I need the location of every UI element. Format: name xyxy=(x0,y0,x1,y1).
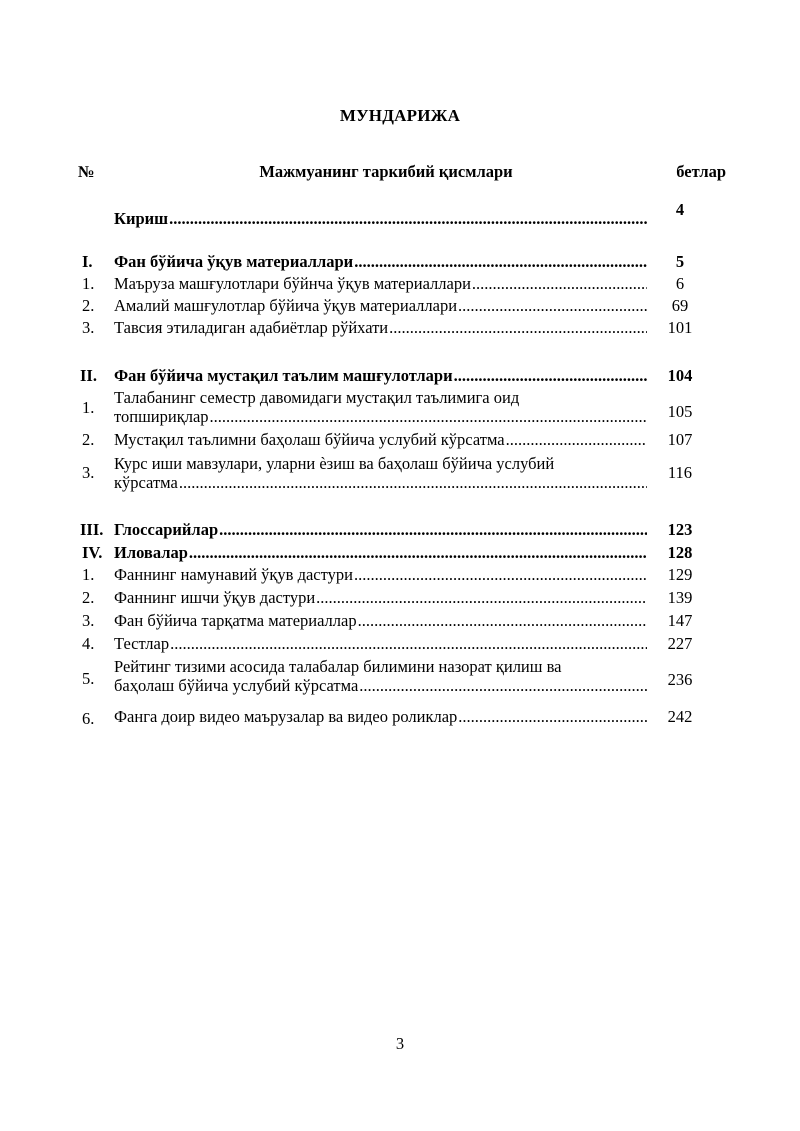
toc-entry-label-text: Тавсия этиладиган адабиётлар рўйхати ..... xyxy=(114,318,647,337)
toc-entry-number: 3. xyxy=(82,318,95,337)
toc-entry-label-line1: Рейтинг тизими асосида талабалар билимини назорат қилиш ва xyxy=(114,657,562,676)
toc-entry-label xyxy=(114,430,647,449)
toc-entry-label-text: Фаннинг намунавий ўқув дастури ..... xyxy=(114,565,647,584)
toc-entry-number: 2. xyxy=(82,296,95,315)
toc-entry-page: 128 xyxy=(667,543,693,562)
toc-entry-label xyxy=(114,611,647,630)
toc-entry-label xyxy=(114,296,647,315)
header-title: Мажмуанинг таркибий қисмлари xyxy=(259,162,513,181)
toc-entry-label-text: баҳолаш бўйича услубий кўрсатма ..... xyxy=(114,676,647,695)
toc-entry-label xyxy=(114,366,647,385)
toc-entry-label xyxy=(114,520,647,539)
toc-entry-label-text: Иловалар ..... xyxy=(114,543,647,562)
toc-entry-number: I. xyxy=(82,252,93,271)
toc-entry-page: 101 xyxy=(667,318,693,337)
toc-entry-number: 1. xyxy=(82,398,95,417)
toc-entry-page: 5 xyxy=(675,252,685,271)
toc-entry-label-text: Фанга доир видео маърузалар ва видео роликлар ..... xyxy=(114,707,647,726)
toc-entry-number: 2. xyxy=(82,430,95,449)
toc-entry-page: 107 xyxy=(667,430,693,449)
toc-entry-label-text: кўрсатма ..... xyxy=(114,473,647,492)
toc-entry-label xyxy=(114,388,647,426)
toc-entry-label xyxy=(114,707,647,726)
toc-entry-label xyxy=(114,318,647,337)
toc-entry-page: 69 xyxy=(671,296,689,315)
toc-entry-number: 1. xyxy=(82,274,95,293)
toc-entry-number: 1. xyxy=(82,565,95,584)
toc-entry-number: III. xyxy=(80,520,104,539)
toc-entry-number: 2. xyxy=(82,588,95,607)
toc-entry-label-text: Мустақил таълимни баҳолаш бўйича услубий кўрсатма ..... xyxy=(114,430,647,449)
toc-entry-page: 227 xyxy=(667,634,693,653)
toc-entry-label-text: Глоссарийлар ..... xyxy=(114,520,647,539)
toc-entry-number: 5. xyxy=(82,669,95,688)
toc-entry-label xyxy=(114,657,647,695)
toc-entry-page: 123 xyxy=(667,520,693,539)
toc-entry-number: 3. xyxy=(82,611,95,630)
toc-entry-label xyxy=(114,634,647,653)
toc-entry-label xyxy=(114,543,647,562)
toc-entry-label-text: Фан бўйича ўқув материаллари ..... xyxy=(114,252,647,271)
toc-entry-label-text: Маъруза машғулотлари бўйнча ўқув материаллари ..... xyxy=(114,274,647,293)
toc-entry-label-text: топшириқлар ..... xyxy=(114,407,647,426)
toc-entry-label-text: Амалий машғулотлар бўйича ўқув материаллари ..... xyxy=(114,296,647,315)
toc-entry-page: 6 xyxy=(675,274,685,293)
header-pages: бетлар xyxy=(676,162,726,181)
toc-entry-label xyxy=(114,209,647,228)
toc-entry-page: 104 xyxy=(667,366,693,385)
toc-entry-page: 139 xyxy=(667,588,693,607)
toc-entry-label xyxy=(114,274,647,293)
toc-entry-number: 6. xyxy=(82,709,95,728)
toc-entry-number: IV. xyxy=(82,543,103,562)
header-number: № xyxy=(78,162,95,181)
toc-entry-label-text: Тестлар ..... xyxy=(114,634,647,653)
toc-entry-page: 242 xyxy=(667,707,693,726)
toc-entry-label xyxy=(114,588,647,607)
toc-entry-label-line1: Талабанинг семестр давомидаги мустақил таълимига оид xyxy=(114,388,520,407)
toc-entry-label-text: Фан бўйича мустақил таълим машғулотлари ..... xyxy=(114,366,647,385)
toc-entry-page: 116 xyxy=(667,463,693,482)
toc-entry-page: 236 xyxy=(667,670,693,689)
toc-entry-page: 4 xyxy=(675,200,685,219)
toc-entry-number: 4. xyxy=(82,634,95,653)
toc-entry-label-text: Кириш ..... xyxy=(114,209,647,228)
toc-entry-number: 3. xyxy=(82,463,95,482)
toc-entry-page: 105 xyxy=(667,402,693,421)
toc-entry-label xyxy=(114,252,647,271)
toc-entry-label-line1: Курс иши мавзулари, уларни ѐзиш ва баҳолаш бўйича услубий xyxy=(114,454,555,473)
toc-entry-page: 147 xyxy=(667,611,693,630)
toc-entry-page: 129 xyxy=(667,565,693,584)
toc-entry-label xyxy=(114,454,647,492)
toc-entry-label-text: Фан бўйича тарқатма материаллар ..... xyxy=(114,611,647,630)
page-title: МУНДАРИЖА xyxy=(339,106,461,125)
toc-entry-label-text: Фаннинг ишчи ўқув дастури ..... xyxy=(114,588,647,607)
toc-entry-number: II. xyxy=(80,366,97,385)
toc-entry-label xyxy=(114,565,647,584)
page-number: 3 xyxy=(395,1034,405,1053)
